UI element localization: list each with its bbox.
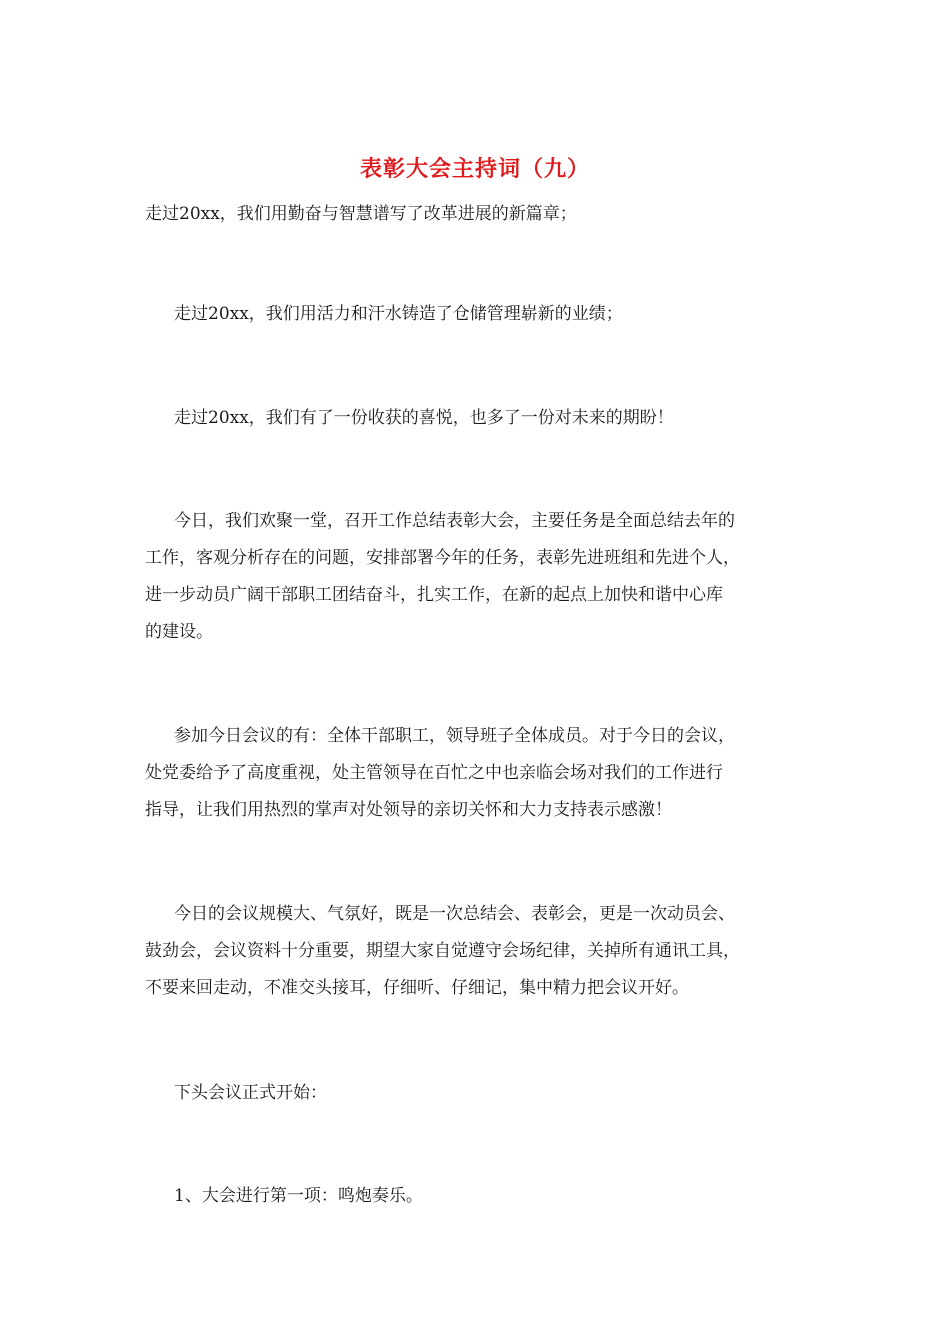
- paragraph-6: [145, 896, 815, 1007]
- document-title: 表彰大会主持词（九）: [359, 156, 590, 182]
- paragraph-line: 处党委给予了高度重视，处主管领导在百忙之中也亲临会场对我们的工作进行: [145, 763, 723, 783]
- paragraph-line: 工作，客观分析存在的问题，安排部署今年的任务，表彰先进班组和先进个人，: [145, 548, 740, 568]
- paragraph-5: [145, 718, 815, 829]
- paragraph-line: 1、大会进行第一项：鸣炮奏乐。: [174, 1186, 423, 1206]
- paragraph-line: 今日的会议规模大、气氛好，既是一次总结会、表彰会，更是一次动员会、: [174, 904, 735, 924]
- paragraph-3: [145, 400, 815, 437]
- paragraph-line: 走过20xx，我们用勤奋与智慧谱写了改革进展的新篇章；: [145, 204, 577, 224]
- paragraph-7: [145, 1075, 815, 1112]
- paragraph-line: 参加今日会议的有：全体干部职工，领导班子全体成员。对于今日的会议，: [174, 726, 735, 746]
- paragraph-2: [145, 296, 815, 333]
- paragraph-8: [145, 1178, 815, 1215]
- paragraph-line: 进一步动员广阔干部职工团结奋斗，扎实工作，在新的起点上加快和谐中心库: [145, 585, 723, 605]
- paragraph-line: 鼓劲会，会议资料十分重要，期望大家自觉遵守会场纪律，关掉所有通讯工具，: [145, 941, 740, 961]
- paragraph-line: 下头会议正式开始：: [174, 1083, 327, 1103]
- paragraph-line: 走过20xx，我们有了一份收获的喜悦，也多了一份对未来的期盼！: [174, 408, 674, 428]
- paragraph-4: [145, 503, 815, 651]
- paragraph-line: 不要来回走动，不准交头接耳，仔细听、仔细记，集中精力把会议开好。: [145, 978, 689, 998]
- paragraph-line: 今日，我们欢聚一堂，召开工作总结表彰大会，主要任务是全面总结去年的: [174, 511, 735, 531]
- paragraph-line: 指导，让我们用热烈的掌声对处领导的亲切关怀和大力支持表示感激！: [145, 800, 672, 820]
- paragraph-line: 走过20xx，我们用活力和汗水铸造了仓储管理崭新的业绩；: [174, 304, 623, 324]
- paragraph-line: 的建设。: [145, 622, 213, 642]
- paragraph-1: [145, 196, 815, 233]
